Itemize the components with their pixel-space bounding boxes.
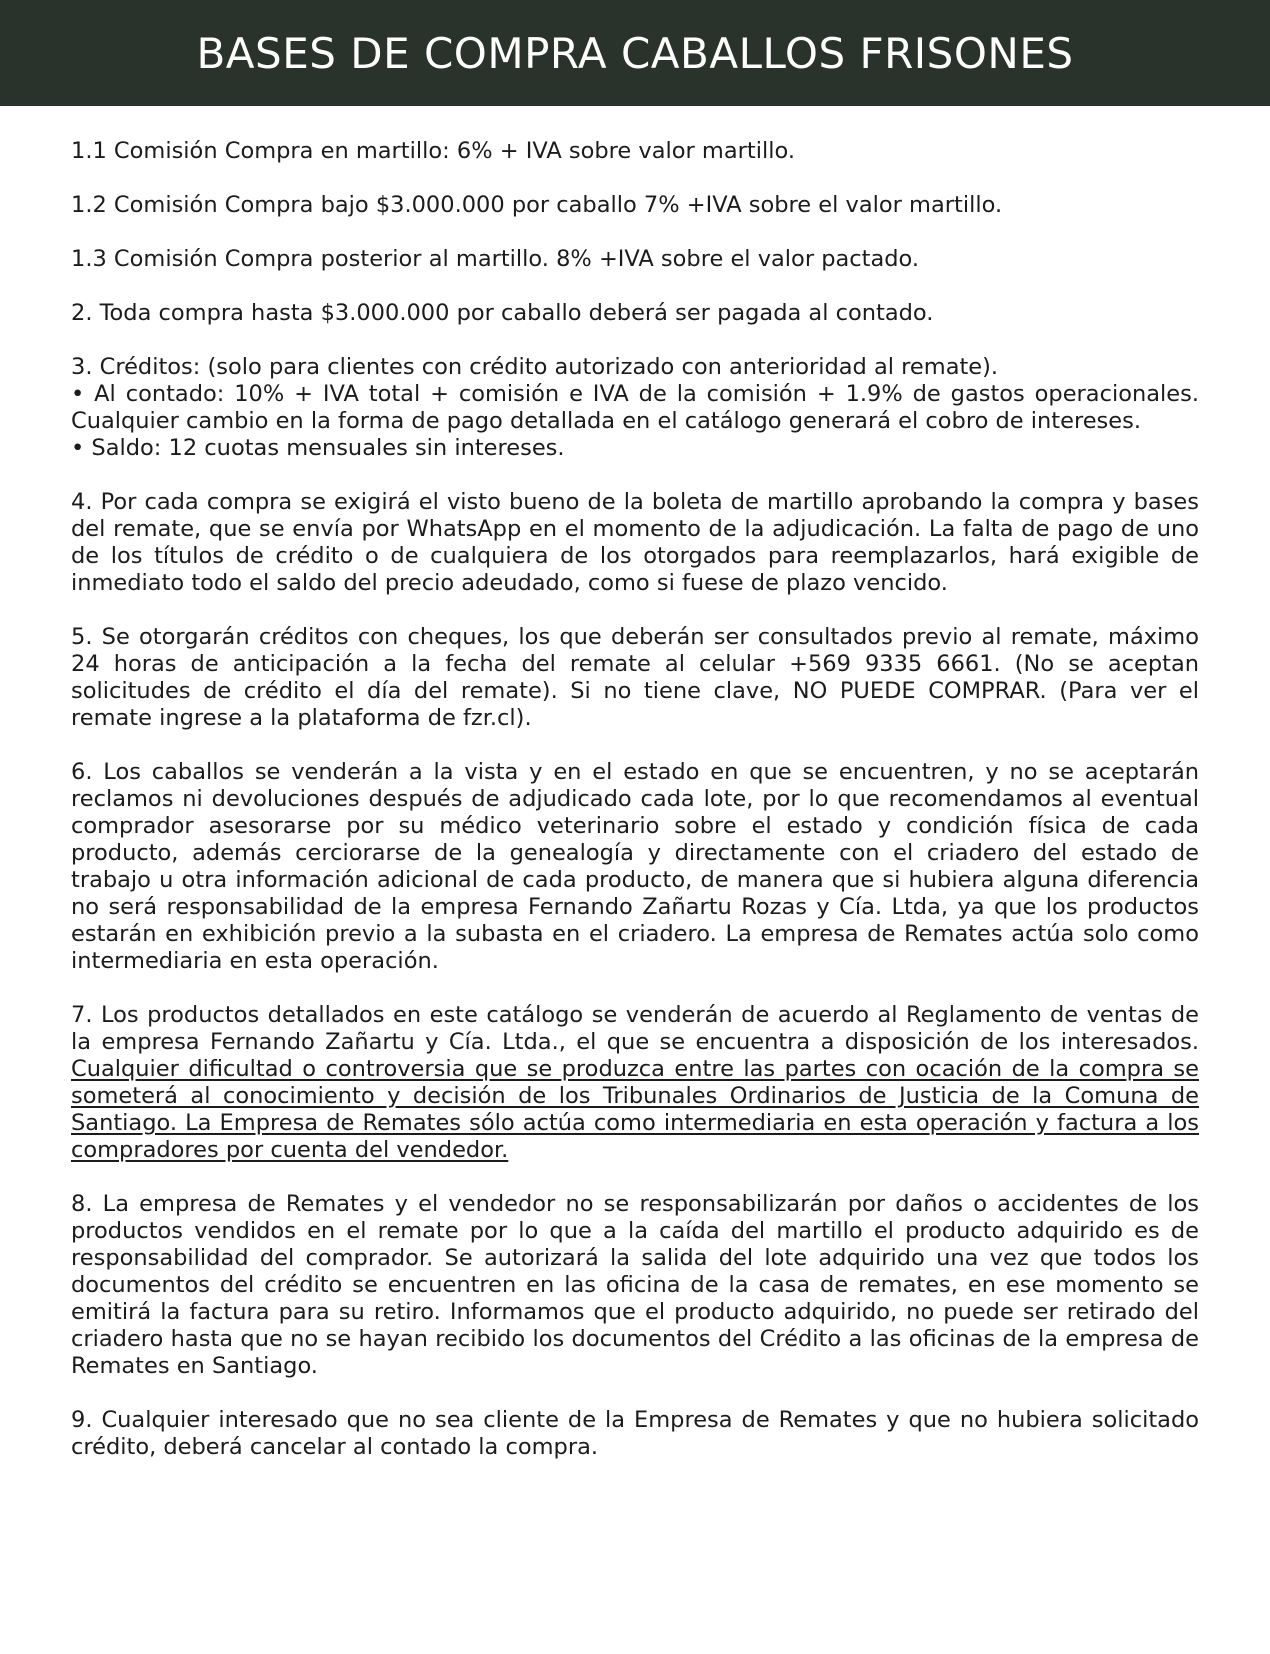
term-3	[71, 354, 1199, 462]
term-5: 5. Se otorgarán créditos con cheques, los que deberán ser consultados previo al remate, máximo 24 horas de anticipación a la fecha del remate al celular +569 9335 6661. (No se aceptan solicitudes de crédito el día del remate). Si no tiene clave, NO PUEDE COMPRAR. (Para ver el remate ingrese a la plataforma de fzr.cl).	[71, 624, 1199, 731]
term-4: 4. Por cada compra se exigirá el visto bueno de la boleta de martillo aprobando la compra y bases del remate, que se envía por WhatsApp en el momento de la adjudicación. La falta de pago de uno de los títulos de crédito o de cualquiera de los otorgados para reemplazarlos, hará exigible de inmediato todo el saldo del precio adeudado, como si fuese de plazo vencido.	[71, 489, 1199, 596]
term-2: 2. Toda compra hasta $3.000.000 por caballo deberá ser pagada al contado.	[71, 300, 934, 326]
term-9: 9. Cualquier interesado que no sea cliente de la Empresa de Remates y que no hubiera solicitado crédito, deberá cancelar al contado la compra.	[71, 1407, 1199, 1460]
page-header	[0, 0, 1270, 106]
term-1-2: 1.2 Comisión Compra bajo $3.000.000 por caballo 7% +IVA sobre el valor martillo.	[71, 192, 1003, 218]
term-1-3: 1.3 Comisión Compra posterior al martillo. 8% +IVA sobre el valor pactado.	[71, 246, 920, 272]
term-7-underlined: Cualquier dificultad o controversia que se produzca entre las partes con ocación de la compra se someterá al conocimiento y decisión de los Tribunales Ordinarios de Justicia de la Comuna de Santiago. La Empresa de Remates sólo actúa como intermediaria en esta operación y factura a los compradores por cuenta del vendedor.	[71, 1056, 1199, 1163]
term-3-intro: 3. Créditos: (solo para clientes con crédito autorizado con anterioridad al remate).	[71, 354, 999, 380]
term-6: 6. Los caballos se venderán a la vista y en el estado en que se encuentren, y no se aceptarán reclamos ni devoluciones después de adjudicado cada lote, por lo que recomendamos al eventual comprador asesorarse por su médico veterinario sobre el estado y condición física de cada producto, además cerciorarse de la genealogía y directamente con el criadero del estado de trabajo u otra información adicional de cada producto, de manera que si hubiera alguna diferencia no será responsabilidad de la empresa Fernando Zañartu Rozas y Cía. Ltda, ya que los productos estarán en exhibición previo a la subasta en el criadero. La empresa de Remates actúa solo como intermediaria en esta operación.	[71, 759, 1199, 974]
term-7-text: 7. Los productos detallados en este catálogo se venderán de acuerdo al Reglamento de ventas de la empresa Fernando Zañartu y Cía. Ltda., el que se encuentra a disposición de los interesados.	[71, 1002, 1199, 1055]
term-1-1: 1.1 Comisión Compra en martillo: 6% + IVA sobre valor martillo.	[71, 138, 795, 164]
term-3-bullet-cash: • Al contado: 10% + IVA total + comisión e IVA de la comisión + 1.9% de gastos operacionales. Cualquier cambio en la forma de pago detallada en el catálogo generará el cobro de intereses.	[71, 381, 1199, 434]
term-3-bullet-balance: • Saldo: 12 cuotas mensuales sin intereses.	[71, 435, 565, 461]
terms-body	[71, 138, 1199, 1488]
page-title: BASES DE COMPRA CABALLOS FRISONES	[196, 28, 1074, 78]
term-7	[71, 1002, 1199, 1164]
term-8: 8. La empresa de Remates y el vendedor no se responsabilizarán por daños o accidentes de los productos vendidos en el remate por lo que a la caída del martillo el producto adquirido es de responsabilidad del comprador. Se autorizará la salida del lote adquirido una vez que todos los documentos del crédito se encuentren en las oficina de la casa de remates, en ese momento se emitirá la factura para su retiro. Informamos que el producto adquirido, no puede ser retirado del criadero hasta que no se hayan recibido los documentos del Crédito a las oficinas de la empresa de Remates en Santiago.	[71, 1191, 1199, 1379]
